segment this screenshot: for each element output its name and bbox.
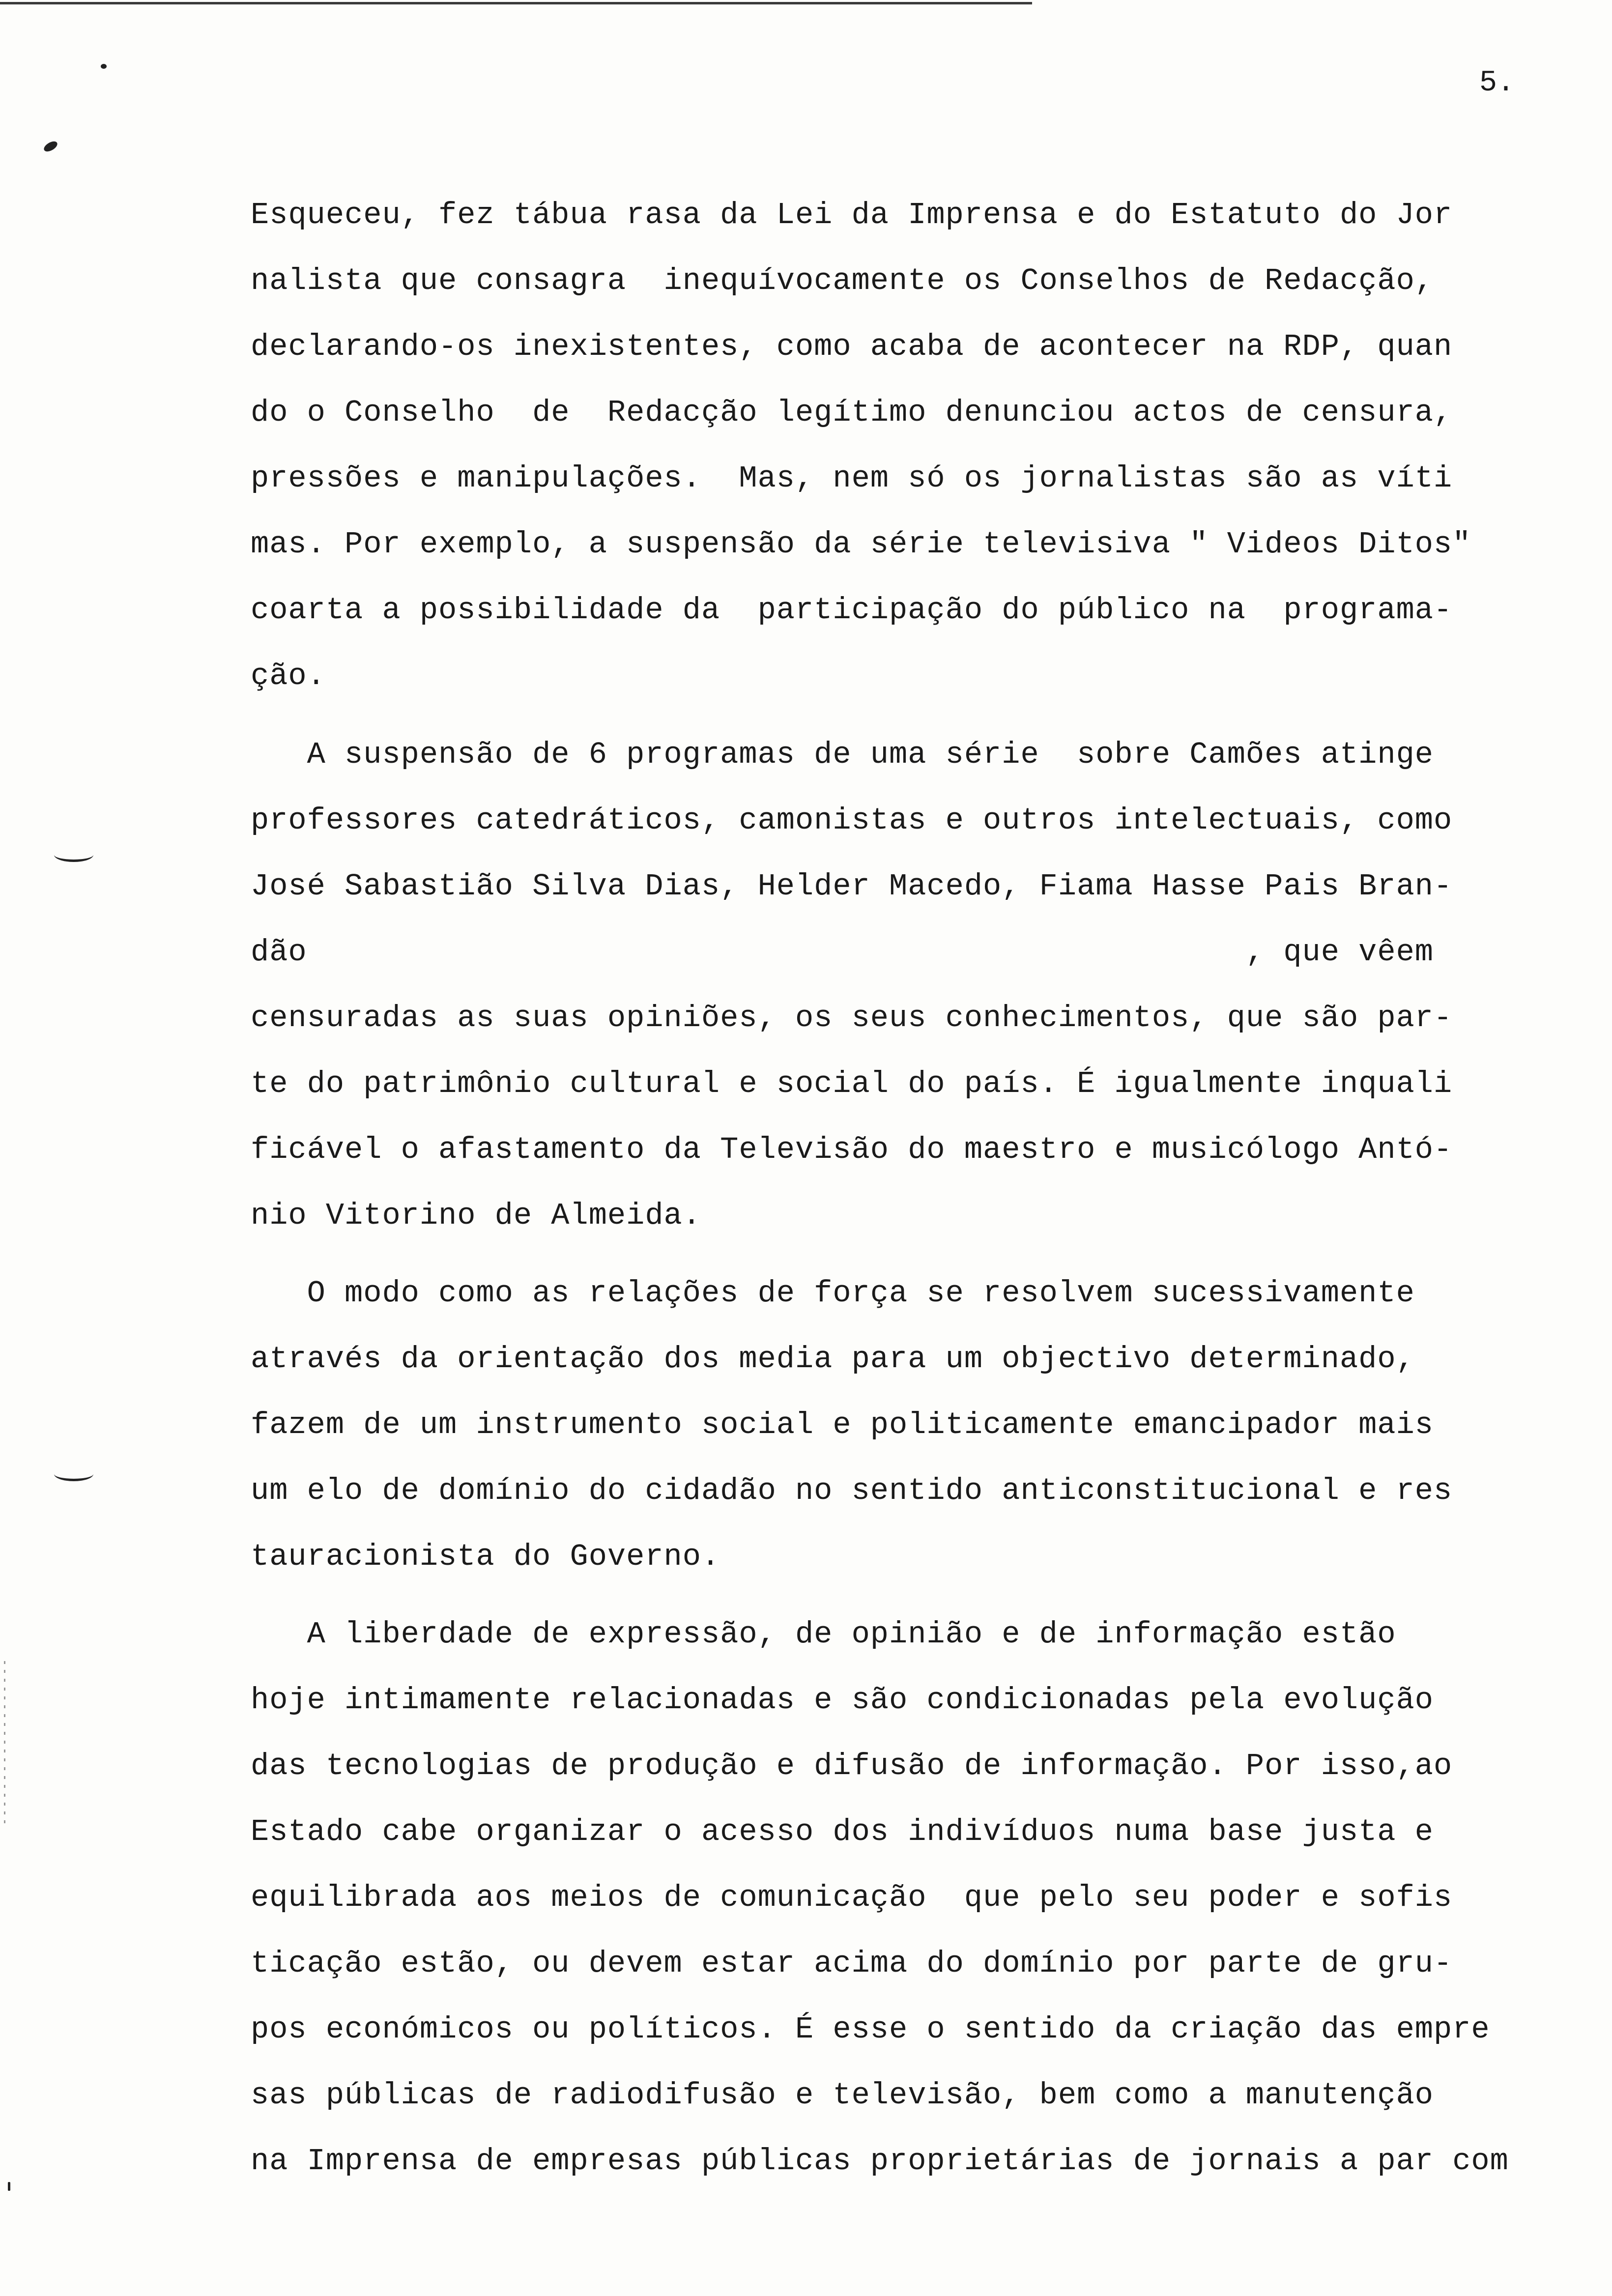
text-line: dão , que vêem <box>251 935 1434 970</box>
text-line: mas. Por exemplo, a suspensão da série televisiva " Videos Ditos" <box>251 527 1471 562</box>
text-line: censuradas as suas opiniões, os seus conhecimentos, que são par- <box>251 1001 1453 1035</box>
margin-mark <box>101 64 107 69</box>
text-line: através da orientação dos media para um objectivo determinado, <box>251 1342 1415 1377</box>
text-line: fazem de um instrumento social e politicamente emancipador mais <box>251 1407 1434 1442</box>
text-line: coarta a possibilidade da participação do público na programa- <box>251 593 1453 628</box>
page-number: 5. <box>1479 66 1515 100</box>
text-line: hoje intimamente relacionadas e são condicionadas pela evolução <box>251 1683 1434 1718</box>
text-line: te do patrimônio cultural e social do país. É igualmente inquali <box>251 1066 1453 1101</box>
text-line: das tecnologias de produção e difusão de informação. Por isso,ao <box>251 1749 1453 1783</box>
text-line: um elo de domínio do cidadão no sentido anticonstitucional e res <box>251 1473 1453 1508</box>
text-line: sas públicas de radiodifusão e televisão, bem como a manutenção <box>251 2078 1434 2113</box>
margin-curve-mark <box>54 1467 93 1481</box>
text-line: pressões e manipulações. Mas, nem só os jornalistas são as víti <box>251 461 1453 496</box>
text-line: ção. <box>251 659 326 693</box>
text-line: A liberdade de expressão, de opinião e de informação estão <box>251 1617 1396 1652</box>
text-line: O modo como as relações de força se resolvem sucessivamente <box>251 1276 1415 1311</box>
margin-dots <box>4 1661 5 1823</box>
text-line: A suspensão de 6 programas de uma série sobre Camões atinge <box>251 737 1434 772</box>
text-line: nio Vitorino de Almeida. <box>251 1198 701 1233</box>
text-line: Estado cabe organizar o acesso dos indivíduos numa base justa e <box>251 1814 1434 1849</box>
margin-mark <box>8 2182 10 2191</box>
text-line: do o Conselho de Redacção legítimo denunciou actos de censura, <box>251 395 1453 430</box>
text-line: na Imprensa de empresas públicas proprietárias de jornais a par com <box>251 2144 1509 2179</box>
text-line: José Sabastião Silva Dias, Helder Macedo, Fiama Hasse Pais Bran- <box>251 869 1453 904</box>
text-line: pos económicos ou políticos. É esse o sentido da criação das empre <box>251 2012 1490 2047</box>
text-line: tauracionista do Governo. <box>251 1539 720 1574</box>
text-line: ficável o afastamento da Televisão do maestro e musicólogo Antó- <box>251 1132 1453 1167</box>
text-line: equilibrada aos meios de comunicação que pelo seu poder e sofis <box>251 1880 1453 1915</box>
text-line: Esqueceu, fez tábua rasa da Lei da Imprensa e do Estatuto do Jor <box>251 198 1453 232</box>
margin-mark <box>42 140 59 154</box>
text-line: ticação estão, ou devem estar acima do domínio por parte de gru- <box>251 1946 1453 1981</box>
text-line: declarando-os inexistentes, como acaba de acontecer na RDP, quan <box>251 329 1453 364</box>
margin-curve-mark <box>54 848 93 862</box>
text-line: professores catedráticos, camonistas e outros intelectuais, como <box>251 803 1453 838</box>
text-line: nalista que consagra inequívocamente os Conselhos de Redacção, <box>251 263 1434 298</box>
top-rule <box>0 2 1032 4</box>
